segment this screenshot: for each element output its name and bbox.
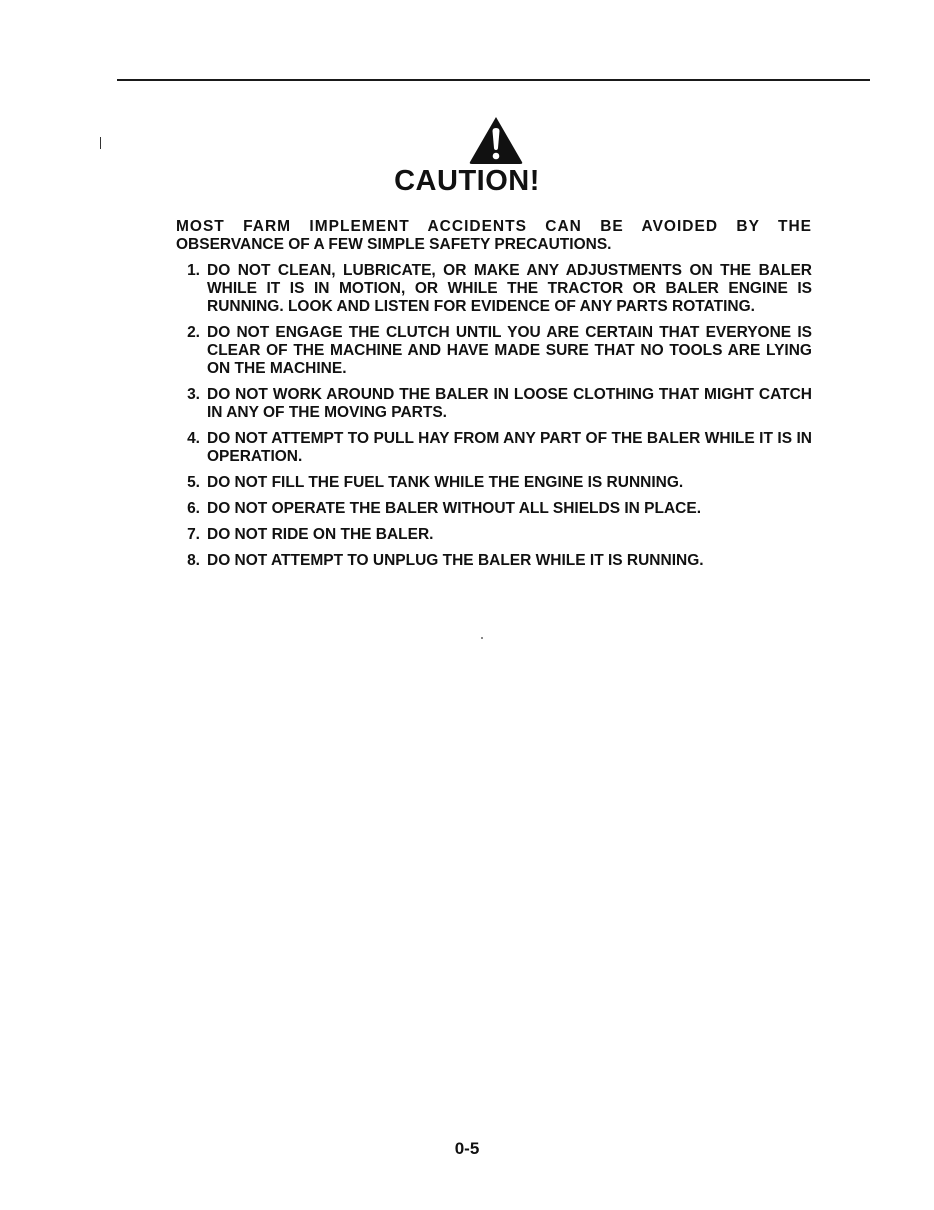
list-item-number: 6. [187,500,200,517]
list-item [176,500,812,518]
list-item-number: 4. [187,430,200,447]
list-item-text: DO NOT ENGAGE THE CLUTCH UNTIL YOU ARE CERTAIN THAT EVERYONE IS CLEAR OF THE MACHINE AND HAVE MADE SURE THAT NO TOOLS ARE LYING ON THE MACHINE. [207,324,812,377]
list-item-number: 1. [187,262,200,279]
list-item [176,430,812,466]
list-item-number: 8. [187,552,200,569]
list-item [176,552,812,570]
list-item [176,474,812,492]
list-item-text: DO NOT CLEAN, LUBRICATE, OR MAKE ANY ADJUSTMENTS ON THE BALER WHILE IT IS IN MOTION, OR WHILE THE TRACTOR OR BALER ENGINE IS RUNNING. LOOK AND LISTEN FOR EVIDENCE OF ANY PARTS ROTATING. [207,262,812,315]
list-item [176,324,812,378]
list-item-number: 7. [187,526,200,543]
list-item [176,526,812,544]
intro-line-1: MOST FARM IMPLEMENT ACCIDENTS CAN BE AVOIDED BY THE [176,218,812,235]
intro-paragraph [176,218,812,254]
list-item-text: DO NOT RIDE ON THE BALER. [207,526,434,543]
intro-line-2: OBSERVANCE OF A FEW SIMPLE SAFETY PRECAUTIONS. [176,236,612,253]
list-item [176,262,812,316]
safety-content [176,218,812,578]
list-item-text: DO NOT ATTEMPT TO UNPLUG THE BALER WHILE IT IS RUNNING. [207,552,704,569]
scan-speck [481,637,483,639]
list-item-number: 3. [187,386,200,403]
warning-triangle-icon [468,115,524,165]
safety-rules-list [176,262,812,570]
list-item-text: DO NOT WORK AROUND THE BALER IN LOOSE CLOTHING THAT MIGHT CATCH IN ANY OF THE MOVING PARTS. [207,386,812,421]
list-item-text: DO NOT ATTEMPT TO PULL HAY FROM ANY PART OF THE BALER WHILE IT IS IN OPERATION. [207,430,812,465]
list-item-number: 5. [187,474,200,491]
list-item [176,386,812,422]
list-item-number: 2. [187,324,200,341]
page-title: CAUTION! [394,165,540,197]
list-item-text: DO NOT FILL THE FUEL TANK WHILE THE ENGINE IS RUNNING. [207,474,684,491]
page-number: 0-5 [454,1139,480,1158]
margin-mark [100,137,101,149]
top-rule [117,79,870,81]
list-item-text: DO NOT OPERATE THE BALER WITHOUT ALL SHIELDS IN PLACE. [207,500,701,517]
